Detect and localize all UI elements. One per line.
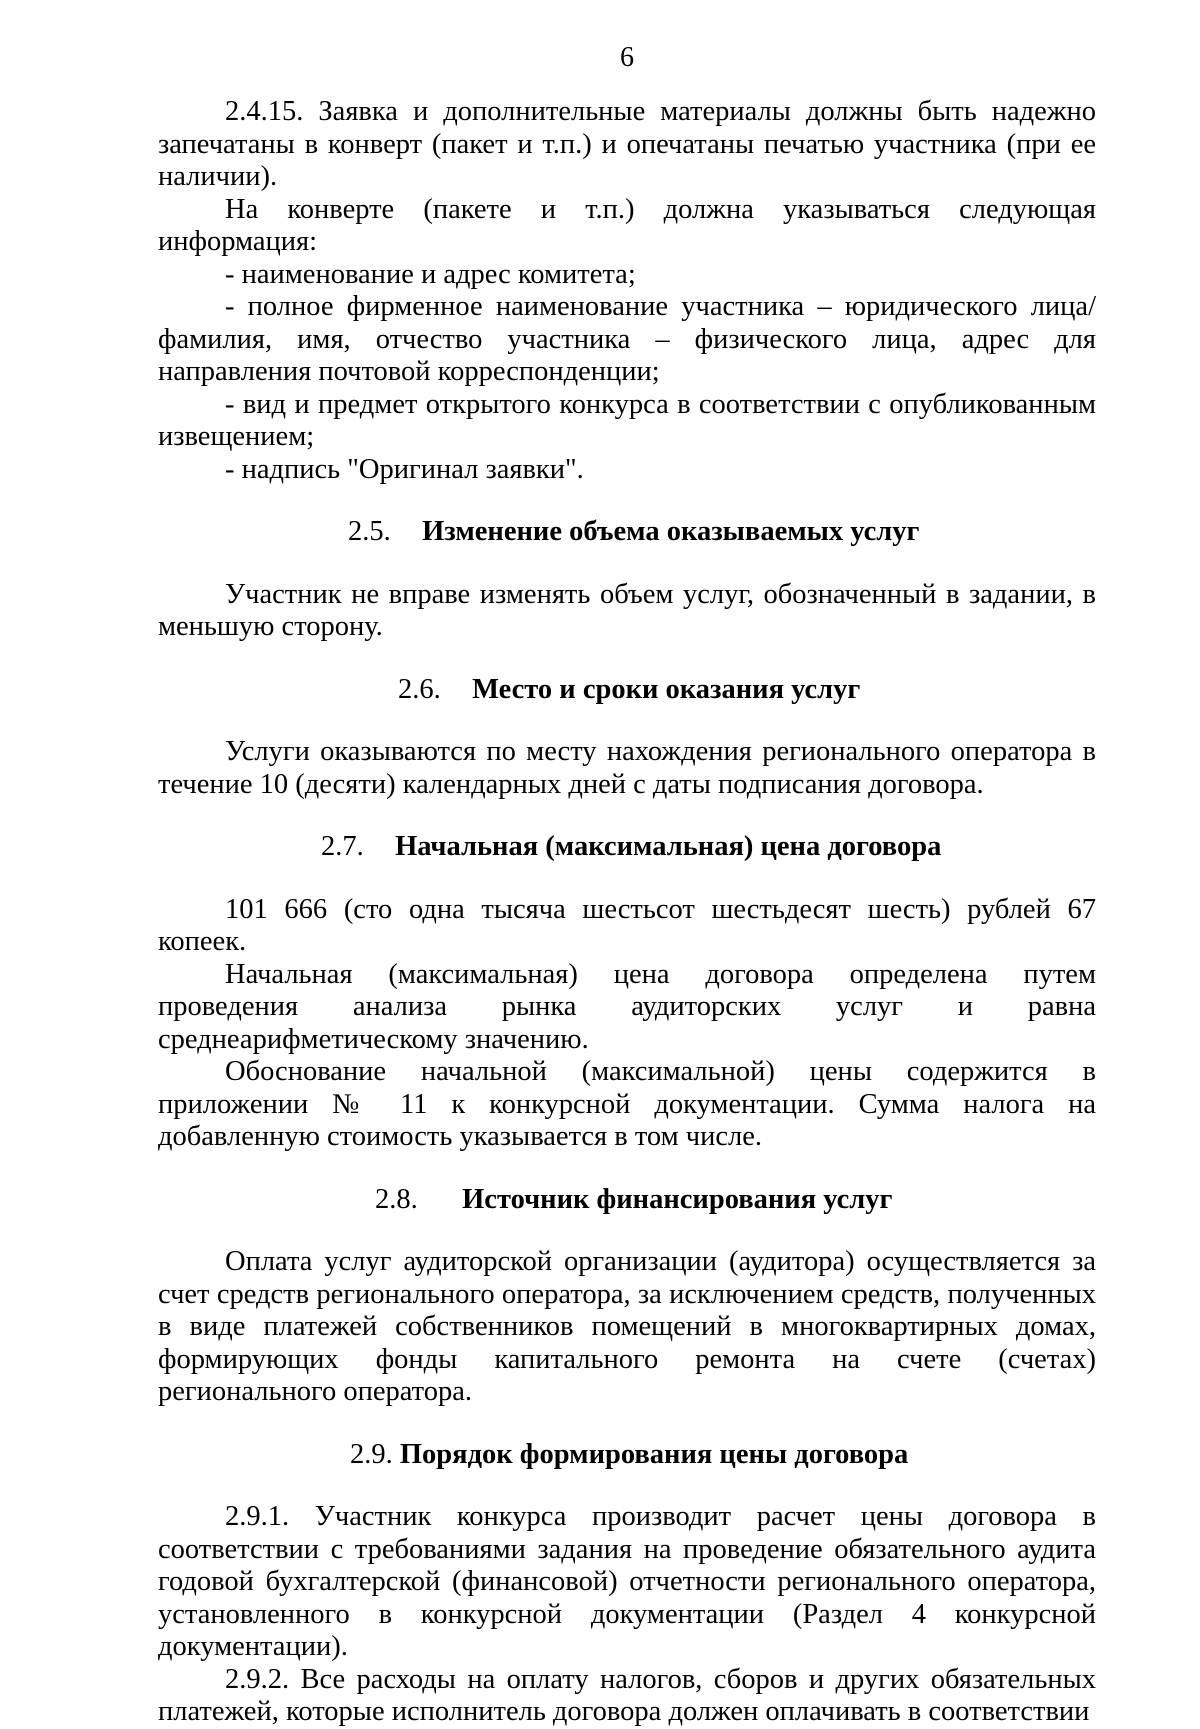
paragraph-price-method: Начальная (максимальная) цена договора определена путем проведения анализа рынка аудиторских услуг и равна среднеарифметическому значению.: [158, 958, 1096, 1055]
section-title: Изменение объема оказываемых услуг: [422, 516, 920, 547]
section-number: 2.9.: [350, 1438, 393, 1470]
list-item-participant-name: - полное фирменное наименование участника – юридического лица/фамилия, имя, отчество участника – физического лица, адрес для направления почтовой корреспонденции;: [158, 291, 1096, 387]
section-number: 2.5.: [348, 516, 391, 547]
section-title: Начальная (максимальная) цена договора: [395, 831, 942, 862]
section-number: 2.7.: [321, 831, 364, 862]
section-title: Источник финансирования услуг: [462, 1183, 893, 1215]
section-title: Место и сроки оказания услуг: [472, 673, 861, 705]
section-number: 2.8.: [375, 1183, 418, 1215]
document-body: [158, 96, 1096, 1729]
paragraph-price-justification: Обоснование начальной (максимальной) цены содержится в приложении № 11 к конкурсной документации. Сумма налога на добавленную стоимость указывается в том числе.: [158, 1056, 1096, 1152]
list-item-original-label: - надпись "Оригинал заявки".: [225, 453, 584, 485]
section-heading-2-5: [158, 516, 1096, 549]
paragraph-envelope-info: На конверте (пакете и т.п.) должна указываться следующая информация:: [158, 193, 1096, 257]
paragraph-price-value: 101 666 (сто одна тысяча шестьсот шестьдесят шесть) рублей 67 копеек.: [158, 893, 1096, 957]
section-heading-2-8: [158, 1184, 1096, 1217]
section-number: 2.6.: [398, 673, 441, 705]
list-item-committee: - наименование и адрес комитета;: [225, 258, 636, 290]
section-title: Порядок формирования цены договора: [399, 1438, 909, 1470]
paragraph-2-5: Участник не вправе изменять объем услуг, обозначенный в задании, в меньшую сторону.: [158, 578, 1096, 642]
section-heading-2-6: [158, 674, 1096, 707]
paragraph-2-8: Оплата услуг аудиторской организации (аудитора) осуществляется за счет средств регионального оператора, за исключением средств, полученных в виде платежей собственников помещений в многоквартирных домах, формирующих фонды капитального ремонта на счете (счетах) регионального оператора.: [158, 1246, 1096, 1407]
paragraph-2-9-2: 2.9.2. Все расходы на оплату налогов, сборов и других обязательных платежей, которые исполнитель договора должен оплачивать в соответствии: [158, 1663, 1096, 1727]
paragraph-2-4-15: 2.4.15. Заявка и дополнительные материалы должны быть надежно запечатаны в конверт (пакет и т.п.) и опечатаны печатью участника (при ее наличии).: [158, 96, 1096, 192]
paragraph-2-9-1: 2.9.1. Участник конкурса производит расчет цены договора в соответствии с требованиями задания на проведение обязательного аудита годовой бухгалтерской (финансовой) отчетности регионального оператора, установленного в конкурсной документации (Раздел 4 конкурсной документации).: [158, 1501, 1096, 1662]
section-heading-2-9: [158, 1439, 1096, 1472]
page-number: 6: [620, 42, 634, 73]
section-heading-2-7: [158, 831, 1096, 864]
paragraph-2-6: Услуги оказываются по месту нахождения регионального оператора в течение 10 (десяти) календарных дней с даты подписания договора.: [158, 736, 1096, 800]
list-item-contest-subject: - вид и предмет открытого конкурса в соответствии с опубликованным извещением;: [158, 388, 1096, 452]
